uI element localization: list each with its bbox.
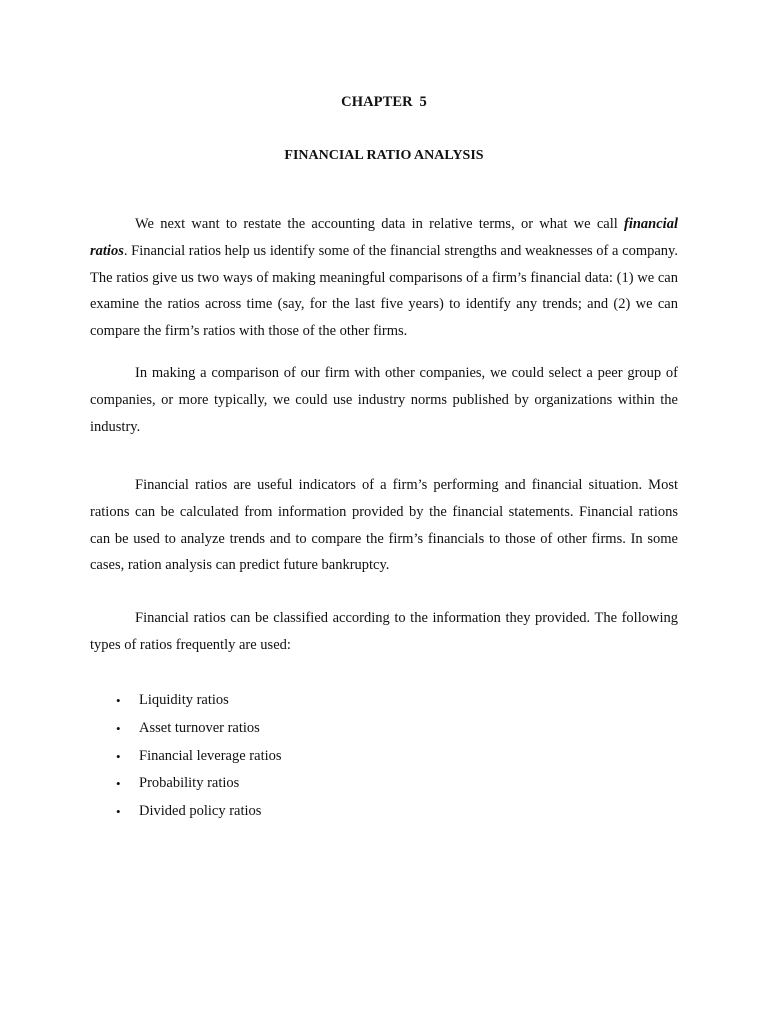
list-item: [116, 687, 282, 715]
paragraph-intro-text-start: We next want to restate the accounting data in relative terms, or what we call: [135, 216, 625, 232]
list-item: [116, 770, 282, 798]
paragraph-indicators: Financial ratios are useful indicators of a firm’s performing and financial situation. Most rations can be calculated from information provided by the financial statements. Financial rations can be used to analyze trends and to compare the firm’s financials to those of other firms. In some cases, ration analysis can predict future bankruptcy.: [90, 477, 678, 574]
bullet-icon: •: [116, 693, 121, 708]
list-item-label: Financial leverage ratios: [139, 747, 282, 764]
chapter-number: CHAPTER 5: [341, 94, 427, 110]
list-item-label: Liquidity ratios: [139, 692, 229, 708]
bullet-icon: •: [116, 720, 121, 736]
paragraph-intro: [90, 211, 678, 345]
chapter-title: FINANCIAL RATIO ANALYSIS: [284, 148, 484, 163]
list-item: [116, 798, 282, 826]
bullet-icon: •: [116, 804, 121, 820]
ratio-types-list: [116, 687, 282, 826]
bullet-icon: •: [116, 748, 121, 764]
paragraph-intro-text-end: . Financial ratios help us identify some of the financial strengths and weaknesses of a company. The ratios give us two ways of making meaningful comparisons of a firm’s financial data: (1) we can examine the ratios across time (say, for the last five years) to identify any trends; and (2) we can compare the firm’s ratios with those of the other firms.: [90, 242, 678, 340]
list-item-label: Probability ratios: [139, 775, 240, 792]
bullet-icon: •: [116, 776, 121, 792]
list-item-label: Asset turnover ratios: [139, 719, 260, 736]
paragraph-comparison: In making a comparison of our firm with other companies, we could select a peer group of companies, or more typically, we could use industry norms published by organizations within the industry.: [90, 365, 678, 435]
list-item: [116, 715, 282, 743]
financial-ratios-term: financial ratios: [90, 216, 678, 259]
list-item: [116, 743, 282, 771]
list-item-label: Divided policy ratios: [139, 803, 262, 820]
paragraph-classification: Financial ratios can be classified according to the information they provided. The following types of ratios frequently are used:: [90, 610, 678, 653]
